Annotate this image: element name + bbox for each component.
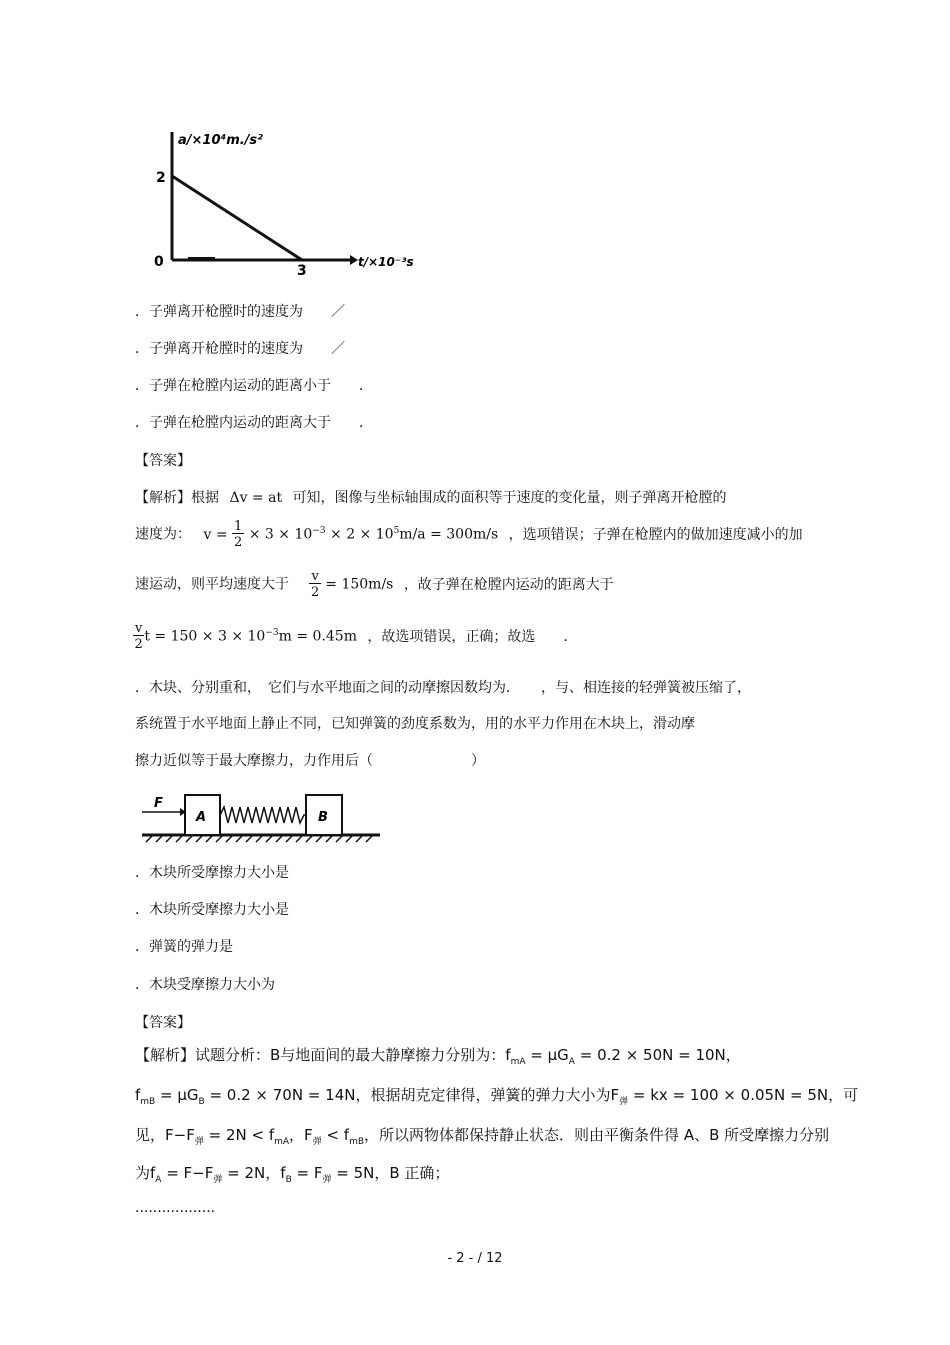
fraction-half bbox=[232, 520, 244, 549]
sub-spring: 弹 bbox=[312, 1137, 322, 1147]
y-tick-2: 2 bbox=[156, 170, 166, 186]
fraction-den: 2 bbox=[234, 535, 243, 550]
analysis2-text-4b: = F−F bbox=[161, 1164, 214, 1182]
q2-line2: 系统置于水平地面上静止不同，已知弹簧的劲度系数为，用的水平力作用在木块上，滑动摩 bbox=[135, 716, 695, 732]
sub-spring: 弹 bbox=[213, 1175, 223, 1185]
fraction-num: 1 bbox=[234, 519, 243, 534]
answer-label-1: 【答案】 bbox=[135, 453, 191, 469]
q2-option-c: ．弹簧的弹力是 bbox=[135, 939, 233, 955]
analysis2-text-4d: = F bbox=[291, 1164, 323, 1182]
analysis2-text-1a: 【解析】试题分析：B与地面间的最大静摩擦力分别为：f bbox=[135, 1046, 511, 1064]
sub-spring: 弹 bbox=[194, 1137, 204, 1147]
analysis2-text-3d: < f bbox=[321, 1126, 350, 1144]
analysis1-line2 bbox=[135, 520, 803, 549]
formula-part-d: m/a = 300m/s bbox=[399, 526, 499, 543]
sub-mB: mB bbox=[349, 1137, 365, 1147]
q1-option-b: ．子弹离开枪膛时的速度为 ／ bbox=[135, 341, 345, 357]
exponent-2: 5 bbox=[393, 525, 400, 536]
analysis1-line4-text: ，故选项错误，正确；故选 ． bbox=[367, 628, 578, 645]
exponent-1: −3 bbox=[312, 525, 326, 536]
q2-option-b: ．木块所受摩擦力大小是 bbox=[135, 902, 289, 918]
analysis2-text-3e: ，所以两物体都保持静止状态．则由平衡条件得 A、B 所受摩擦力分别 bbox=[364, 1126, 830, 1144]
analysis2-text-2d: = kx = 100 × 0.05N = 5N，可 bbox=[628, 1086, 859, 1104]
sub-A: A bbox=[155, 1175, 162, 1185]
formula-150: = 150m/s bbox=[325, 576, 394, 593]
ellipsis: .................. bbox=[135, 1200, 216, 1216]
analysis2-line3 bbox=[135, 1124, 829, 1147]
sub-B: B bbox=[198, 1097, 205, 1107]
velocity-prefix: 速度为： bbox=[135, 526, 191, 543]
analysis2-text-1b: = μG bbox=[525, 1046, 569, 1064]
y-axis-label: a/×10⁴m./s² bbox=[178, 133, 263, 148]
q2-option-d: ．木块受摩擦力大小为 bbox=[135, 977, 275, 993]
q1-option-d: ．子弹在枪膛内运动的距离大于 ． bbox=[135, 415, 373, 431]
analysis2-line4 bbox=[135, 1162, 449, 1185]
page-number: - 2 - / 12 bbox=[447, 1251, 503, 1266]
formula-part-b: × 3 × 10 bbox=[248, 526, 313, 543]
fraction-num: v bbox=[311, 569, 319, 584]
analysis2-text-4c: = 2N，f bbox=[222, 1164, 286, 1182]
analysis2-text-3a: 见，F−F bbox=[135, 1126, 195, 1144]
blocks-spring-figure bbox=[140, 790, 385, 845]
sub-mB: mB bbox=[140, 1097, 156, 1107]
fraction-den: 2 bbox=[134, 637, 143, 652]
analysis2-text-2a: f bbox=[135, 1086, 141, 1104]
analysis1-line4 bbox=[133, 622, 577, 651]
analysis2-text-4e: = 5N，B 正确； bbox=[331, 1164, 450, 1182]
analysis2-text-3c: ，F bbox=[289, 1126, 313, 1144]
graph-line bbox=[172, 176, 302, 260]
analysis1-line1 bbox=[135, 487, 727, 507]
origin-label: 0 bbox=[154, 254, 164, 270]
q1-option-a: ．子弹离开枪膛时的速度为 ／ bbox=[135, 304, 345, 320]
analysis1-line1-text: 可知，图像与坐标轴围成的面积等于速度的变化量，则子弹离开枪膛的 bbox=[292, 490, 727, 506]
fraction-num: v bbox=[135, 621, 143, 636]
analysis2-text-2c: = 0.2 × 70N = 14N，根据胡克定律得，弹簧的弹力大小为F bbox=[204, 1086, 620, 1104]
analysis1-line3-text: ，故子弹在枪膛内运动的距离大于 bbox=[403, 576, 614, 593]
exponent-3: −3 bbox=[265, 627, 279, 638]
analysis2-line2 bbox=[135, 1084, 858, 1107]
acceleration-time-graph bbox=[150, 128, 425, 278]
analysis2-text-4a: 为f bbox=[135, 1164, 156, 1182]
q2-line1: ．木块、分别重和， 它们与水平地面之间的动摩擦因数均为． ，与、相连接的轻弹簧被压缩了， bbox=[135, 680, 751, 696]
x-axis-label: t/×10⁻³s bbox=[358, 255, 414, 269]
force-label: F bbox=[154, 796, 163, 811]
sub-B: B bbox=[285, 1175, 292, 1185]
spring bbox=[220, 807, 306, 823]
block-b-label: B bbox=[318, 810, 328, 825]
fraction-den: 2 bbox=[310, 585, 320, 600]
x-axis-arrow bbox=[350, 255, 358, 265]
formula-v-eq: v = bbox=[203, 526, 228, 543]
sub-spring: 弹 bbox=[619, 1097, 629, 1107]
formula-dv-at: Δv = at bbox=[229, 490, 283, 506]
analysis2-text-3b: = 2N < f bbox=[203, 1126, 275, 1144]
answer-label-2: 【答案】 bbox=[135, 1015, 191, 1031]
formula-distance-a: t = 150 × 3 × 10 bbox=[144, 628, 266, 645]
analysis2-text-2b: = μG bbox=[155, 1086, 199, 1104]
analysis2-line1 bbox=[135, 1044, 741, 1067]
avg-velocity-prefix: 速运动，则平均速度大于 bbox=[135, 576, 289, 593]
block-a-label: A bbox=[196, 810, 207, 825]
x-tick-3: 3 bbox=[297, 263, 307, 278]
q2-line3: 擦力近似等于最大摩擦力，力作用后（ ） bbox=[135, 753, 485, 769]
fraction-v-over-2 bbox=[309, 570, 320, 599]
sub-spring: 弹 bbox=[322, 1175, 332, 1185]
q2-option-a: ．木块所受摩擦力大小是 bbox=[135, 865, 289, 881]
analysis1-prefix: 【解析】根据 bbox=[135, 490, 219, 506]
fraction-v-over-2-b bbox=[133, 622, 144, 651]
sub-mA: mA bbox=[510, 1057, 526, 1067]
q1-option-c: ．子弹在枪膛内运动的距离小于 ． bbox=[135, 378, 373, 394]
analysis1-line3 bbox=[135, 570, 614, 599]
formula-part-c: × 2 × 10 bbox=[330, 526, 394, 543]
ground-hatching bbox=[146, 836, 372, 842]
sub-mA: mA bbox=[274, 1137, 290, 1147]
analysis1-line2-text: ，选项错误；子弹在枪膛内的做加速度减小的加 bbox=[508, 526, 803, 543]
formula-distance-b: m = 0.45m bbox=[278, 628, 357, 645]
sub-A: A bbox=[568, 1057, 575, 1067]
analysis2-text-1c: = 0.2 × 50N = 10N， bbox=[574, 1046, 741, 1064]
